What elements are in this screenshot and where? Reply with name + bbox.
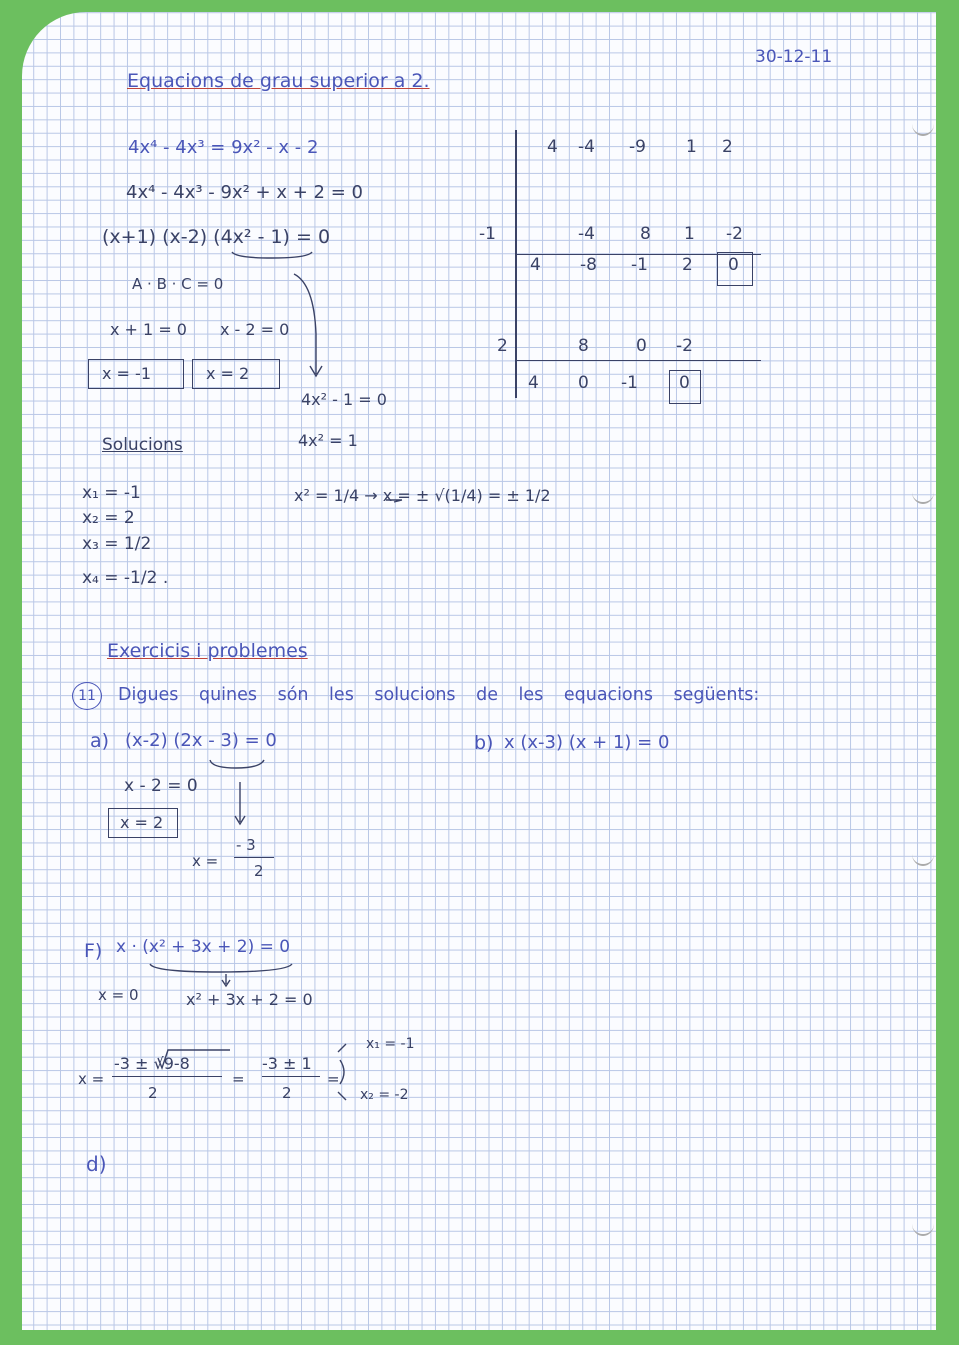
- arrow-part-a: [235, 782, 245, 824]
- part-f-equation: x · (x² + 3x + 2) = 0: [116, 937, 291, 957]
- part-f-equals-1: =: [232, 1070, 245, 1088]
- quadratic-step-2: 4x² = 1: [298, 431, 358, 450]
- exercise-prompt: Digues quines són les solucions de les equacions següents:: [118, 685, 760, 705]
- notebook-page: [22, 12, 936, 1330]
- part-f-root-2: x₂ = -2: [360, 1087, 409, 1103]
- brace-under-part-f: [150, 964, 292, 972]
- equation-5a: x + 1 = 0: [110, 320, 187, 339]
- solutions-label: Solucions: [102, 435, 183, 455]
- solution-3: x₃ = 1/2: [82, 534, 152, 554]
- solution-4: x₄ = -1/2 .: [82, 568, 169, 588]
- exercises-title: Exercicis i problemes: [107, 640, 308, 662]
- ruffini-coef-4: 1: [686, 137, 697, 157]
- ruffini-mid1-3: 1: [684, 224, 695, 244]
- binder-hole-1: [912, 112, 934, 136]
- part-f-formula-den: 2: [148, 1084, 158, 1102]
- arrow-part-f: [222, 974, 230, 986]
- binder-hole-4: [912, 1212, 934, 1236]
- annotation-strokes: [22, 12, 936, 1330]
- ruffini-res2-4: 0: [679, 373, 690, 393]
- part-a-label: a): [90, 730, 110, 752]
- part-f-formula-num-2: -3 ± 1: [262, 1054, 312, 1073]
- solution-1: x₁ = -1: [82, 483, 141, 503]
- branch-arrows-part-f: [338, 1044, 346, 1100]
- ruffini-coef-3: -9: [629, 137, 646, 157]
- ruffini-res1-4: 2: [682, 255, 693, 275]
- result-box-2-text: x = 2: [206, 364, 250, 383]
- ruffini-coef-5: 2: [722, 137, 733, 157]
- binder-hole-2: [912, 480, 934, 504]
- solution-2: x₂ = 2: [82, 508, 135, 528]
- brace-under-quadratic: [232, 252, 312, 258]
- ruffini-res2-1: 4: [528, 373, 539, 393]
- ruffini-res2-3: -1: [621, 373, 638, 393]
- part-f-formula-den-2: 2: [282, 1084, 292, 1102]
- part-f-label: F): [84, 940, 103, 962]
- part-a-step: x - 2 = 0: [124, 776, 198, 796]
- ruffini-res1-3: -1: [631, 255, 648, 275]
- part-a-frac-den: 2: [254, 862, 264, 880]
- ruffini-mid1-1: -4: [578, 224, 595, 244]
- equation-4: A · B · C = 0: [132, 275, 224, 293]
- ruffini-mid1-4: -2: [726, 224, 743, 244]
- date: 30-12-11: [755, 47, 833, 67]
- part-f-step-1: x = 0: [98, 986, 139, 1004]
- part-d-label: d): [86, 1152, 107, 1176]
- ruffini-coef-1: 4: [547, 137, 558, 157]
- ruffini-divisor-1: -1: [479, 224, 496, 244]
- part-f-formula-num: -3 ± √9-8: [114, 1054, 190, 1073]
- quadratic-step-3: x² = 1/4 → x = ± √(1/4) = ± 1/2: [294, 486, 551, 505]
- equation-3: (x+1) (x-2) (4x² - 1) = 0: [102, 226, 331, 248]
- part-f-step-2: x² + 3x + 2 = 0: [186, 990, 313, 1009]
- result-box-1-text: x = -1: [102, 364, 151, 383]
- part-a-result: x = 2: [120, 813, 164, 832]
- arrow-sqrt-step: [386, 500, 402, 502]
- ruffini-divisor-2: 2: [497, 336, 508, 356]
- part-a-equation: (x-2) (2x - 3) = 0: [125, 730, 277, 751]
- ruffini-coef-2: -4: [578, 137, 595, 157]
- section-title: Equacions de grau superior a 2.: [127, 70, 430, 92]
- arrow-to-quadratic: [294, 274, 322, 376]
- binder-hole-3: [912, 842, 934, 866]
- exercise-number-text: 11: [78, 688, 96, 704]
- quadratic-step-1: 4x² - 1 = 0: [301, 390, 387, 409]
- ruffini-mid2-2: 0: [636, 336, 647, 356]
- part-a-frac-prefix: x =: [192, 852, 219, 870]
- part-f-equals-2: =: [327, 1070, 340, 1088]
- part-b-label: b): [474, 732, 494, 754]
- ruffini-res1-1: 4: [530, 255, 541, 275]
- ruffini-res1-5: 0: [728, 255, 739, 275]
- part-f-formula-prefix: x =: [78, 1070, 105, 1088]
- ruffini-res2-2: 0: [578, 373, 589, 393]
- ruffini-mid2-1: 8: [578, 336, 589, 356]
- part-a-frac-num: - 3: [236, 836, 256, 854]
- ruffini-mid2-3: -2: [676, 336, 693, 356]
- ruffini-mid1-2: 8: [640, 224, 651, 244]
- sqrt-sign-part-f: [158, 1050, 230, 1068]
- equation-1: 4x⁴ - 4x³ = 9x² - x - 2: [128, 137, 319, 158]
- brace-under-part-a: [210, 760, 264, 768]
- equation-2: 4x⁴ - 4x³ - 9x² + x + 2 = 0: [126, 182, 363, 203]
- ruffini-res1-2: -8: [580, 255, 597, 275]
- part-f-root-1: x₁ = -1: [366, 1036, 415, 1052]
- part-b-equation: x (x-3) (x + 1) = 0: [504, 732, 670, 753]
- equation-5b: x - 2 = 0: [220, 320, 290, 339]
